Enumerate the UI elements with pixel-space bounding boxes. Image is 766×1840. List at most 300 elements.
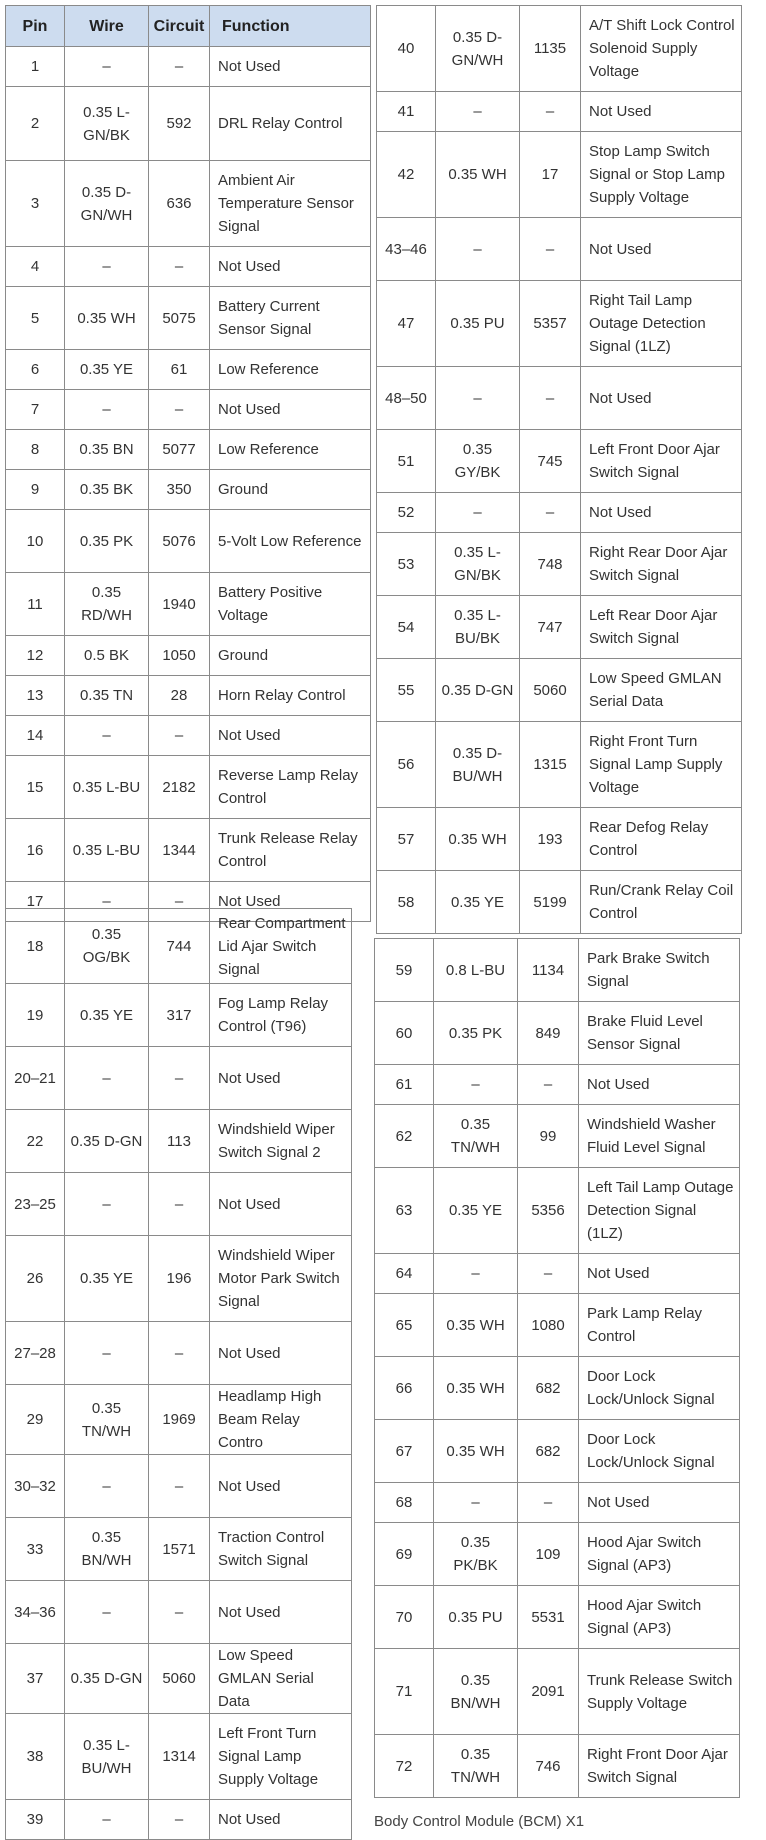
cell-function: Not Used [581,367,742,430]
cell-wire: 0.35 PK [434,1002,518,1065]
cell-function: Brake Fluid Level Sensor Signal [579,1002,740,1065]
cell-function: Park Lamp Relay Control [579,1294,740,1357]
table-header-row [6,6,371,47]
table-row [6,1518,352,1581]
cell-circuit: – [520,218,581,281]
cell-circuit: 747 [520,596,581,659]
cell-wire: 0.35 D-GN [65,1644,149,1714]
cell-function: Ground [210,636,371,676]
cell-function: Stop Lamp Switch Signal or Stop Lamp Supply Voltage [581,132,742,218]
cell-pin: 72 [375,1735,434,1798]
cell-pin: 68 [375,1483,434,1523]
table-row [6,984,352,1047]
table-row [6,161,371,247]
cell-function: Left Tail Lamp Outage Detection Signal (1LZ) [579,1168,740,1254]
cell-circuit: 1571 [149,1518,210,1581]
cell-circuit: – [149,247,210,287]
cell-pin: 27–28 [6,1322,65,1385]
cell-wire: – [436,218,520,281]
cell-function: Right Rear Door Ajar Switch Signal [581,533,742,596]
cell-circuit: 109 [518,1523,579,1586]
cell-wire: – [65,882,149,922]
header-circuit: Circuit [149,6,210,47]
cell-wire: 0.35 WH [434,1420,518,1483]
cell-pin: 12 [6,636,65,676]
cell-function: DRL Relay Control [210,87,371,161]
cell-wire: 0.35 D-GN/WH [436,6,520,92]
cell-circuit: 2182 [149,756,210,819]
cell-function: Not Used [210,247,371,287]
cell-pin: 57 [377,808,436,871]
cell-circuit: – [149,47,210,87]
table-row [6,756,371,819]
cell-function: Windshield Washer Fluid Level Signal [579,1105,740,1168]
table-row [6,1173,352,1236]
cell-pin: 18 [6,909,65,984]
table-row [377,132,742,218]
table-row [6,510,371,573]
cell-pin: 70 [375,1586,434,1649]
cell-circuit: – [520,92,581,132]
cell-wire: 0.35 D-GN/WH [65,161,149,247]
cell-function: Door Lock Lock/Unlock Signal [579,1357,740,1420]
cell-function: Rear Defog Relay Control [581,808,742,871]
cell-pin: 55 [377,659,436,722]
cell-circuit: 1134 [518,939,579,1002]
cell-wire: 0.35 BN [65,430,149,470]
cell-wire: 0.35 L-GN/BK [436,533,520,596]
cell-wire: – [65,247,149,287]
cell-circuit: 113 [149,1110,210,1173]
cell-wire: 0.35 WH [434,1294,518,1357]
cell-circuit: – [149,1581,210,1644]
cell-wire: 0.35 WH [436,132,520,218]
cell-function: Right Front Door Ajar Switch Signal [579,1735,740,1798]
cell-pin: 19 [6,984,65,1047]
cell-pin: 23–25 [6,1173,65,1236]
cell-function: Right Tail Lamp Outage Detection Signal (1LZ) [581,281,742,367]
cell-circuit: 744 [149,909,210,984]
cell-pin: 3 [6,161,65,247]
table-row [377,722,742,808]
table-row [377,367,742,430]
cell-pin: 26 [6,1236,65,1322]
cell-wire: 0.35 WH [436,808,520,871]
cell-circuit: – [518,1254,579,1294]
cell-wire: 0.5 BK [65,636,149,676]
cell-pin: 13 [6,676,65,716]
cell-circuit: 592 [149,87,210,161]
pinout-table-3 [5,908,352,1840]
cell-circuit: – [149,1173,210,1236]
cell-pin: 30–32 [6,1455,65,1518]
cell-wire: – [65,1322,149,1385]
cell-wire: 0.35 L-BU/WH [65,1714,149,1800]
cell-pin: 42 [377,132,436,218]
cell-pin: 65 [375,1294,434,1357]
pinout-table-2 [376,5,742,934]
cell-pin: 34–36 [6,1581,65,1644]
cell-circuit: – [520,493,581,533]
cell-pin: 2 [6,87,65,161]
cell-wire: 0.35 TN/WH [434,1735,518,1798]
cell-function: Battery Positive Voltage [210,573,371,636]
cell-pin: 7 [6,390,65,430]
cell-function: Not Used [210,1047,352,1110]
cell-wire: 0.35 PU [436,281,520,367]
cell-wire: – [65,1047,149,1110]
cell-circuit: 1314 [149,1714,210,1800]
cell-circuit: 1344 [149,819,210,882]
cell-pin: 37 [6,1644,65,1714]
cell-function: Ambient Air Temperature Sensor Signal [210,161,371,247]
table-row [375,1002,740,1065]
table-row [375,1649,740,1735]
cell-wire: 0.35 YE [65,1236,149,1322]
cell-circuit: – [149,1455,210,1518]
table-row [6,287,371,350]
cell-pin: 63 [375,1168,434,1254]
cell-pin: 16 [6,819,65,882]
cell-pin: 61 [375,1065,434,1105]
cell-pin: 56 [377,722,436,808]
cell-circuit: 99 [518,1105,579,1168]
cell-wire: 0.35 TN/WH [434,1105,518,1168]
cell-circuit: 1315 [520,722,581,808]
cell-function: Not Used [210,390,371,430]
cell-circuit: 5075 [149,287,210,350]
cell-wire: 0.35 D-GN [65,1110,149,1173]
cell-function: Not Used [581,493,742,533]
cell-pin: 38 [6,1714,65,1800]
cell-pin: 1 [6,47,65,87]
cell-wire: 0.35 BN/WH [434,1649,518,1735]
table-row [6,1047,352,1110]
table-row [375,1420,740,1483]
table-row [6,1110,352,1173]
cell-wire: 0.35 YE [436,871,520,934]
table-row [377,493,742,533]
cell-function: Left Front Turn Signal Lamp Supply Voltage [210,1714,352,1800]
table-row [6,1455,352,1518]
cell-function: Not Used [579,1254,740,1294]
cell-circuit: 682 [518,1420,579,1483]
cell-wire: 0.35 L-BU [65,756,149,819]
table-row [6,909,352,984]
cell-pin: 20–21 [6,1047,65,1110]
table-row [377,659,742,722]
table-row [6,1581,352,1644]
cell-function: Not Used [210,1581,352,1644]
table-row [6,390,371,430]
cell-circuit: 1135 [520,6,581,92]
cell-circuit: 745 [520,430,581,493]
cell-wire: – [65,47,149,87]
cell-pin: 11 [6,573,65,636]
cell-wire: 0.35 L-GN/BK [65,87,149,161]
cell-wire: 0.35 WH [65,287,149,350]
cell-function: Not Used [581,218,742,281]
cell-wire: 0.35 BN/WH [65,1518,149,1581]
table-row [6,819,371,882]
table-row [375,1483,740,1523]
cell-wire: 0.35 WH [434,1357,518,1420]
pinout-table-4 [374,938,740,1798]
table-row [377,533,742,596]
cell-circuit: – [149,1322,210,1385]
cell-wire: – [65,1173,149,1236]
cell-circuit: 5356 [518,1168,579,1254]
cell-pin: 71 [375,1649,434,1735]
table-row [375,1586,740,1649]
cell-pin: 14 [6,716,65,756]
cell-function: Not Used [210,1455,352,1518]
cell-function: Low Speed GMLAN Serial Data [581,659,742,722]
table-row [375,1254,740,1294]
header-wire: Wire [65,6,149,47]
cell-wire: 0.35 D-GN [436,659,520,722]
cell-circuit: 1080 [518,1294,579,1357]
cell-pin: 41 [377,92,436,132]
cell-circuit: – [149,882,210,922]
cell-pin: 15 [6,756,65,819]
cell-pin: 48–50 [377,367,436,430]
cell-circuit: – [518,1483,579,1523]
cell-circuit: 5077 [149,430,210,470]
cell-pin: 9 [6,470,65,510]
cell-pin: 69 [375,1523,434,1586]
cell-circuit: – [149,1800,210,1840]
cell-function: Not Used [210,47,371,87]
cell-pin: 33 [6,1518,65,1581]
cell-circuit: 17 [520,132,581,218]
cell-pin: 62 [375,1105,434,1168]
cell-wire: 0.35 L-BU [65,819,149,882]
cell-circuit: – [518,1065,579,1105]
cell-circuit: 5357 [520,281,581,367]
cell-function: Not Used [210,716,371,756]
table-row [375,1294,740,1357]
table-row [375,1523,740,1586]
cell-circuit: 350 [149,470,210,510]
cell-function: Left Rear Door Ajar Switch Signal [581,596,742,659]
cell-circuit: – [149,390,210,430]
cell-circuit: 317 [149,984,210,1047]
cell-wire: 0.35 D-BU/WH [436,722,520,808]
table-row [6,87,371,161]
cell-pin: 39 [6,1800,65,1840]
cell-circuit: 5060 [520,659,581,722]
cell-wire: – [436,367,520,430]
cell-circuit: 748 [520,533,581,596]
table-row [6,470,371,510]
cell-function: Windshield Wiper Switch Signal 2 [210,1110,352,1173]
table-row [377,6,742,92]
cell-function: A/T Shift Lock Control Solenoid Supply Voltage [581,6,742,92]
table-row [6,676,371,716]
cell-pin: 43–46 [377,218,436,281]
cell-pin: 58 [377,871,436,934]
cell-pin: 66 [375,1357,434,1420]
cell-function: Horn Relay Control [210,676,371,716]
cell-wire: – [434,1065,518,1105]
table-row [375,1735,740,1798]
cell-function: 5-Volt Low Reference [210,510,371,573]
cell-wire: – [436,493,520,533]
cell-function: Not Used [579,1483,740,1523]
cell-pin: 40 [377,6,436,92]
cell-wire: – [65,1581,149,1644]
cell-pin: 5 [6,287,65,350]
cell-pin: 4 [6,247,65,287]
cell-wire: 0.35 YE [65,350,149,390]
cell-wire: – [65,1455,149,1518]
cell-circuit: 1969 [149,1385,210,1455]
cell-circuit: 849 [518,1002,579,1065]
table-row [6,430,371,470]
cell-pin: 10 [6,510,65,573]
cell-pin: 64 [375,1254,434,1294]
cell-wire: 0.35 PU [434,1586,518,1649]
cell-function: Park Brake Switch Signal [579,939,740,1002]
cell-function: Battery Current Sensor Signal [210,287,371,350]
table-row [375,1105,740,1168]
cell-function: Low Speed GMLAN Serial Data [210,1644,352,1714]
cell-wire: 0.35 L-BU/BK [436,596,520,659]
cell-wire: – [65,390,149,430]
table-row [6,716,371,756]
cell-function: Hood Ajar Switch Signal (AP3) [579,1586,740,1649]
cell-function: Low Reference [210,350,371,390]
cell-function: Trunk Release Relay Control [210,819,371,882]
cell-circuit: 1050 [149,636,210,676]
cell-wire: 0.35 OG/BK [65,909,149,984]
cell-function: Not Used [579,1065,740,1105]
cell-circuit: – [149,716,210,756]
cell-circuit: 682 [518,1357,579,1420]
cell-function: Trunk Release Switch Supply Voltage [579,1649,740,1735]
cell-function: Not Used [210,1322,352,1385]
cell-circuit: 5060 [149,1644,210,1714]
table-caption: Body Control Module (BCM) X1 [374,1813,585,1830]
table-row [6,636,371,676]
cell-circuit: 2091 [518,1649,579,1735]
cell-pin: 22 [6,1110,65,1173]
cell-function: Not Used [210,1173,352,1236]
table-row [375,1065,740,1105]
cell-circuit: 5076 [149,510,210,573]
cell-wire: 0.35 RD/WH [65,573,149,636]
cell-wire: 0.8 L-BU [434,939,518,1002]
table-row [6,573,371,636]
cell-wire: – [434,1254,518,1294]
table-row [6,350,371,390]
cell-circuit: 1940 [149,573,210,636]
header-pin: Pin [6,6,65,47]
table-row [377,218,742,281]
cell-wire: 0.35 PK [65,510,149,573]
cell-wire: 0.35 TN/WH [65,1385,149,1455]
table-row [6,247,371,287]
pinout-table-1 [5,5,371,922]
table-row [375,1357,740,1420]
table-row [6,1800,352,1840]
cell-function: Ground [210,470,371,510]
table-row [6,1385,352,1455]
cell-wire: 0.35 YE [65,984,149,1047]
cell-function: Traction Control Switch Signal [210,1518,352,1581]
table-row [6,1714,352,1800]
table-row [6,1322,352,1385]
cell-function: Fog Lamp Relay Control (T96) [210,984,352,1047]
cell-pin: 53 [377,533,436,596]
cell-wire: – [65,1800,149,1840]
cell-circuit: 196 [149,1236,210,1322]
cell-function: Not Used [581,92,742,132]
cell-function: Low Reference [210,430,371,470]
cell-wire: – [434,1483,518,1523]
table-row [6,1644,352,1714]
cell-circuit: 746 [518,1735,579,1798]
cell-pin: 47 [377,281,436,367]
cell-wire: 0.35 TN [65,676,149,716]
cell-pin: 17 [6,882,65,922]
table-row [377,281,742,367]
cell-pin: 6 [6,350,65,390]
cell-function: Windshield Wiper Motor Park Switch Signal [210,1236,352,1322]
cell-pin: 29 [6,1385,65,1455]
cell-function: Headlamp High Beam Relay Contro [210,1385,352,1455]
cell-function: Rear Compartment Lid Ajar Switch Signal [210,909,352,984]
cell-wire: 0.35 GY/BK [436,430,520,493]
cell-pin: 60 [375,1002,434,1065]
cell-wire: 0.35 BK [65,470,149,510]
cell-circuit: – [520,367,581,430]
table-row [377,430,742,493]
cell-function: Door Lock Lock/Unlock Signal [579,1420,740,1483]
header-function: Function [210,6,371,47]
cell-circuit: 5199 [520,871,581,934]
cell-pin: 8 [6,430,65,470]
table-row [377,596,742,659]
cell-function: Left Front Door Ajar Switch Signal [581,430,742,493]
table-row [6,1236,352,1322]
table-row [6,47,371,87]
cell-function: Hood Ajar Switch Signal (AP3) [579,1523,740,1586]
table-row [375,1168,740,1254]
cell-function: Right Front Turn Signal Lamp Supply Voltage [581,722,742,808]
table-row [377,871,742,934]
cell-circuit: 636 [149,161,210,247]
cell-pin: 59 [375,939,434,1002]
cell-circuit: 193 [520,808,581,871]
table-row [375,939,740,1002]
cell-wire: 0.35 PK/BK [434,1523,518,1586]
cell-circuit: – [149,1047,210,1110]
cell-circuit: 61 [149,350,210,390]
cell-wire: – [65,716,149,756]
cell-pin: 51 [377,430,436,493]
cell-function: Not Used [210,882,371,922]
table-row [377,92,742,132]
cell-wire: 0.35 YE [434,1168,518,1254]
cell-circuit: 28 [149,676,210,716]
cell-function: Not Used [210,1800,352,1840]
cell-function: Reverse Lamp Relay Control [210,756,371,819]
cell-function: Run/Crank Relay Coil Control [581,871,742,934]
cell-pin: 54 [377,596,436,659]
table-row [377,808,742,871]
